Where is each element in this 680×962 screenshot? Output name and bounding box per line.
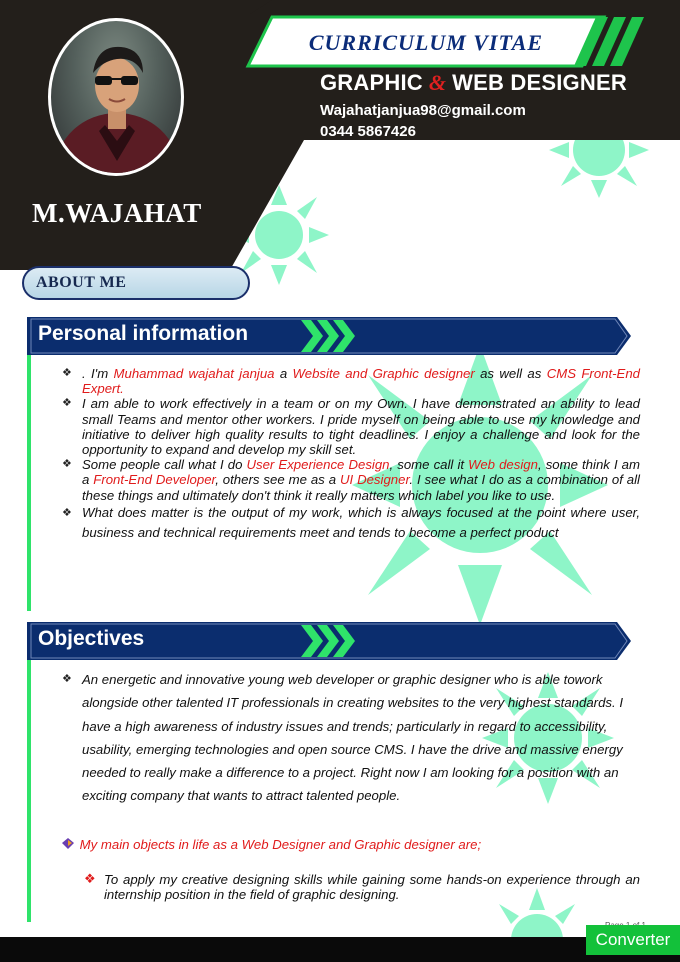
highlight-text: Website and Graphic designer [292,366,475,381]
personal-info-item [62,457,640,503]
personal-info-item [62,366,640,396]
body-text: a [274,366,293,381]
highlight-text: CMS Front-End Expert. [82,366,641,397]
bullet-icon: ❖ [62,367,72,379]
job-role [320,70,627,96]
body-text: as well as [474,366,547,381]
body-text: I am able to work effectively in a team or on my Own. I have demonstrated an ability to lead small Teams and mentor other workers. I pride myself on being able to use my knowledge and initiative to deliver high quality results to tight deadlines. I enjoy a challenge and look for the opportunity to expand and develop my skill set. [82,396,640,458]
cv-title: CURRICULUM VITAE [308,30,544,55]
personal-info-item [62,396,640,457]
email-address[interactable]: Wajahatjanjua98@gmail.com [320,102,526,119]
person-silhouette-icon [51,21,181,173]
candidate-name: M.WAJAHAT [32,198,202,228]
red-bullet-icon: ❖ [84,871,96,886]
body-text: Some people call what I do [82,457,247,473]
bullet-icon: ❖ [62,397,72,410]
highlight-text: Muhammad wajahat janjua [113,366,275,381]
body-text: , some think I am a [82,457,641,488]
sub-objective-text: To apply my creative designing skills while gaining some hands-on experience through an internship position in the field of graphic designing. [104,872,640,903]
objectives-heading: Objectives [38,627,145,650]
body-text: What does matter is the output of my work, which is always focused at the point where user, business and technical requirements meet and tends to become a perfect product [82,504,640,541]
bullet-icon: ❖ [62,673,72,685]
main-objects-line [62,837,481,852]
about-me-label [22,266,250,300]
book-icon [62,837,76,852]
about-me-text: ABOUT ME [36,274,127,291]
body-text: . I see what I do as a combination of all these things and ultimately don't think it really matters which label you like to use. [82,472,640,503]
objectives-list [62,668,640,808]
highlight-text: Web design [468,457,538,473]
body-text: . I'm [82,366,114,381]
personal-info-item [62,503,640,544]
job-role-left: GRAPHIC [320,70,423,95]
profile-photo [51,21,181,173]
personal-info-list [62,366,640,544]
body-text: , others see me as a [215,472,340,488]
objectives-body [62,668,640,808]
footer-bar [0,937,680,962]
main-objects-text: My main objects in life as a Web Designer and Graphic designer are; [79,837,482,852]
ampersand: & [428,70,447,95]
converter-badge[interactable]: Converter [586,925,680,955]
personal-info-rule [27,355,31,611]
objectives-paragraph [62,668,640,808]
profile-photo-frame [48,18,184,176]
objectives-text: An energetic and innovative young web developer or graphic designer who is able towork alongside other talented IT professionals in creating websites to the very highest standards. I have a high awareness of industry issues and trends; particularly in regard to accessibility, usability, emerging technologies and open source CMS. I have the drive and massive energy needed to really make a difference to a project. Right now I am looking for a position with an exciting company that wants to attract talented people. [82,672,623,804]
highlight-text: User Experience Design [246,457,390,473]
bullet-icon: ❖ [62,506,72,519]
cv-title-banner [252,20,600,66]
bullet-icon: ❖ [62,458,72,471]
personal-info-heading: Personal information [38,322,249,345]
body-text: , some call it [389,457,469,473]
highlight-text: Front-End Developer [93,472,216,488]
sub-objective [84,872,640,902]
job-role-right: WEB DESIGNER [452,70,627,95]
highlight-text: UI Designer [339,472,410,488]
objectives-rule [27,660,31,922]
personal-info-body [62,366,640,544]
phone-number[interactable]: 0344 5867426 [320,123,416,140]
